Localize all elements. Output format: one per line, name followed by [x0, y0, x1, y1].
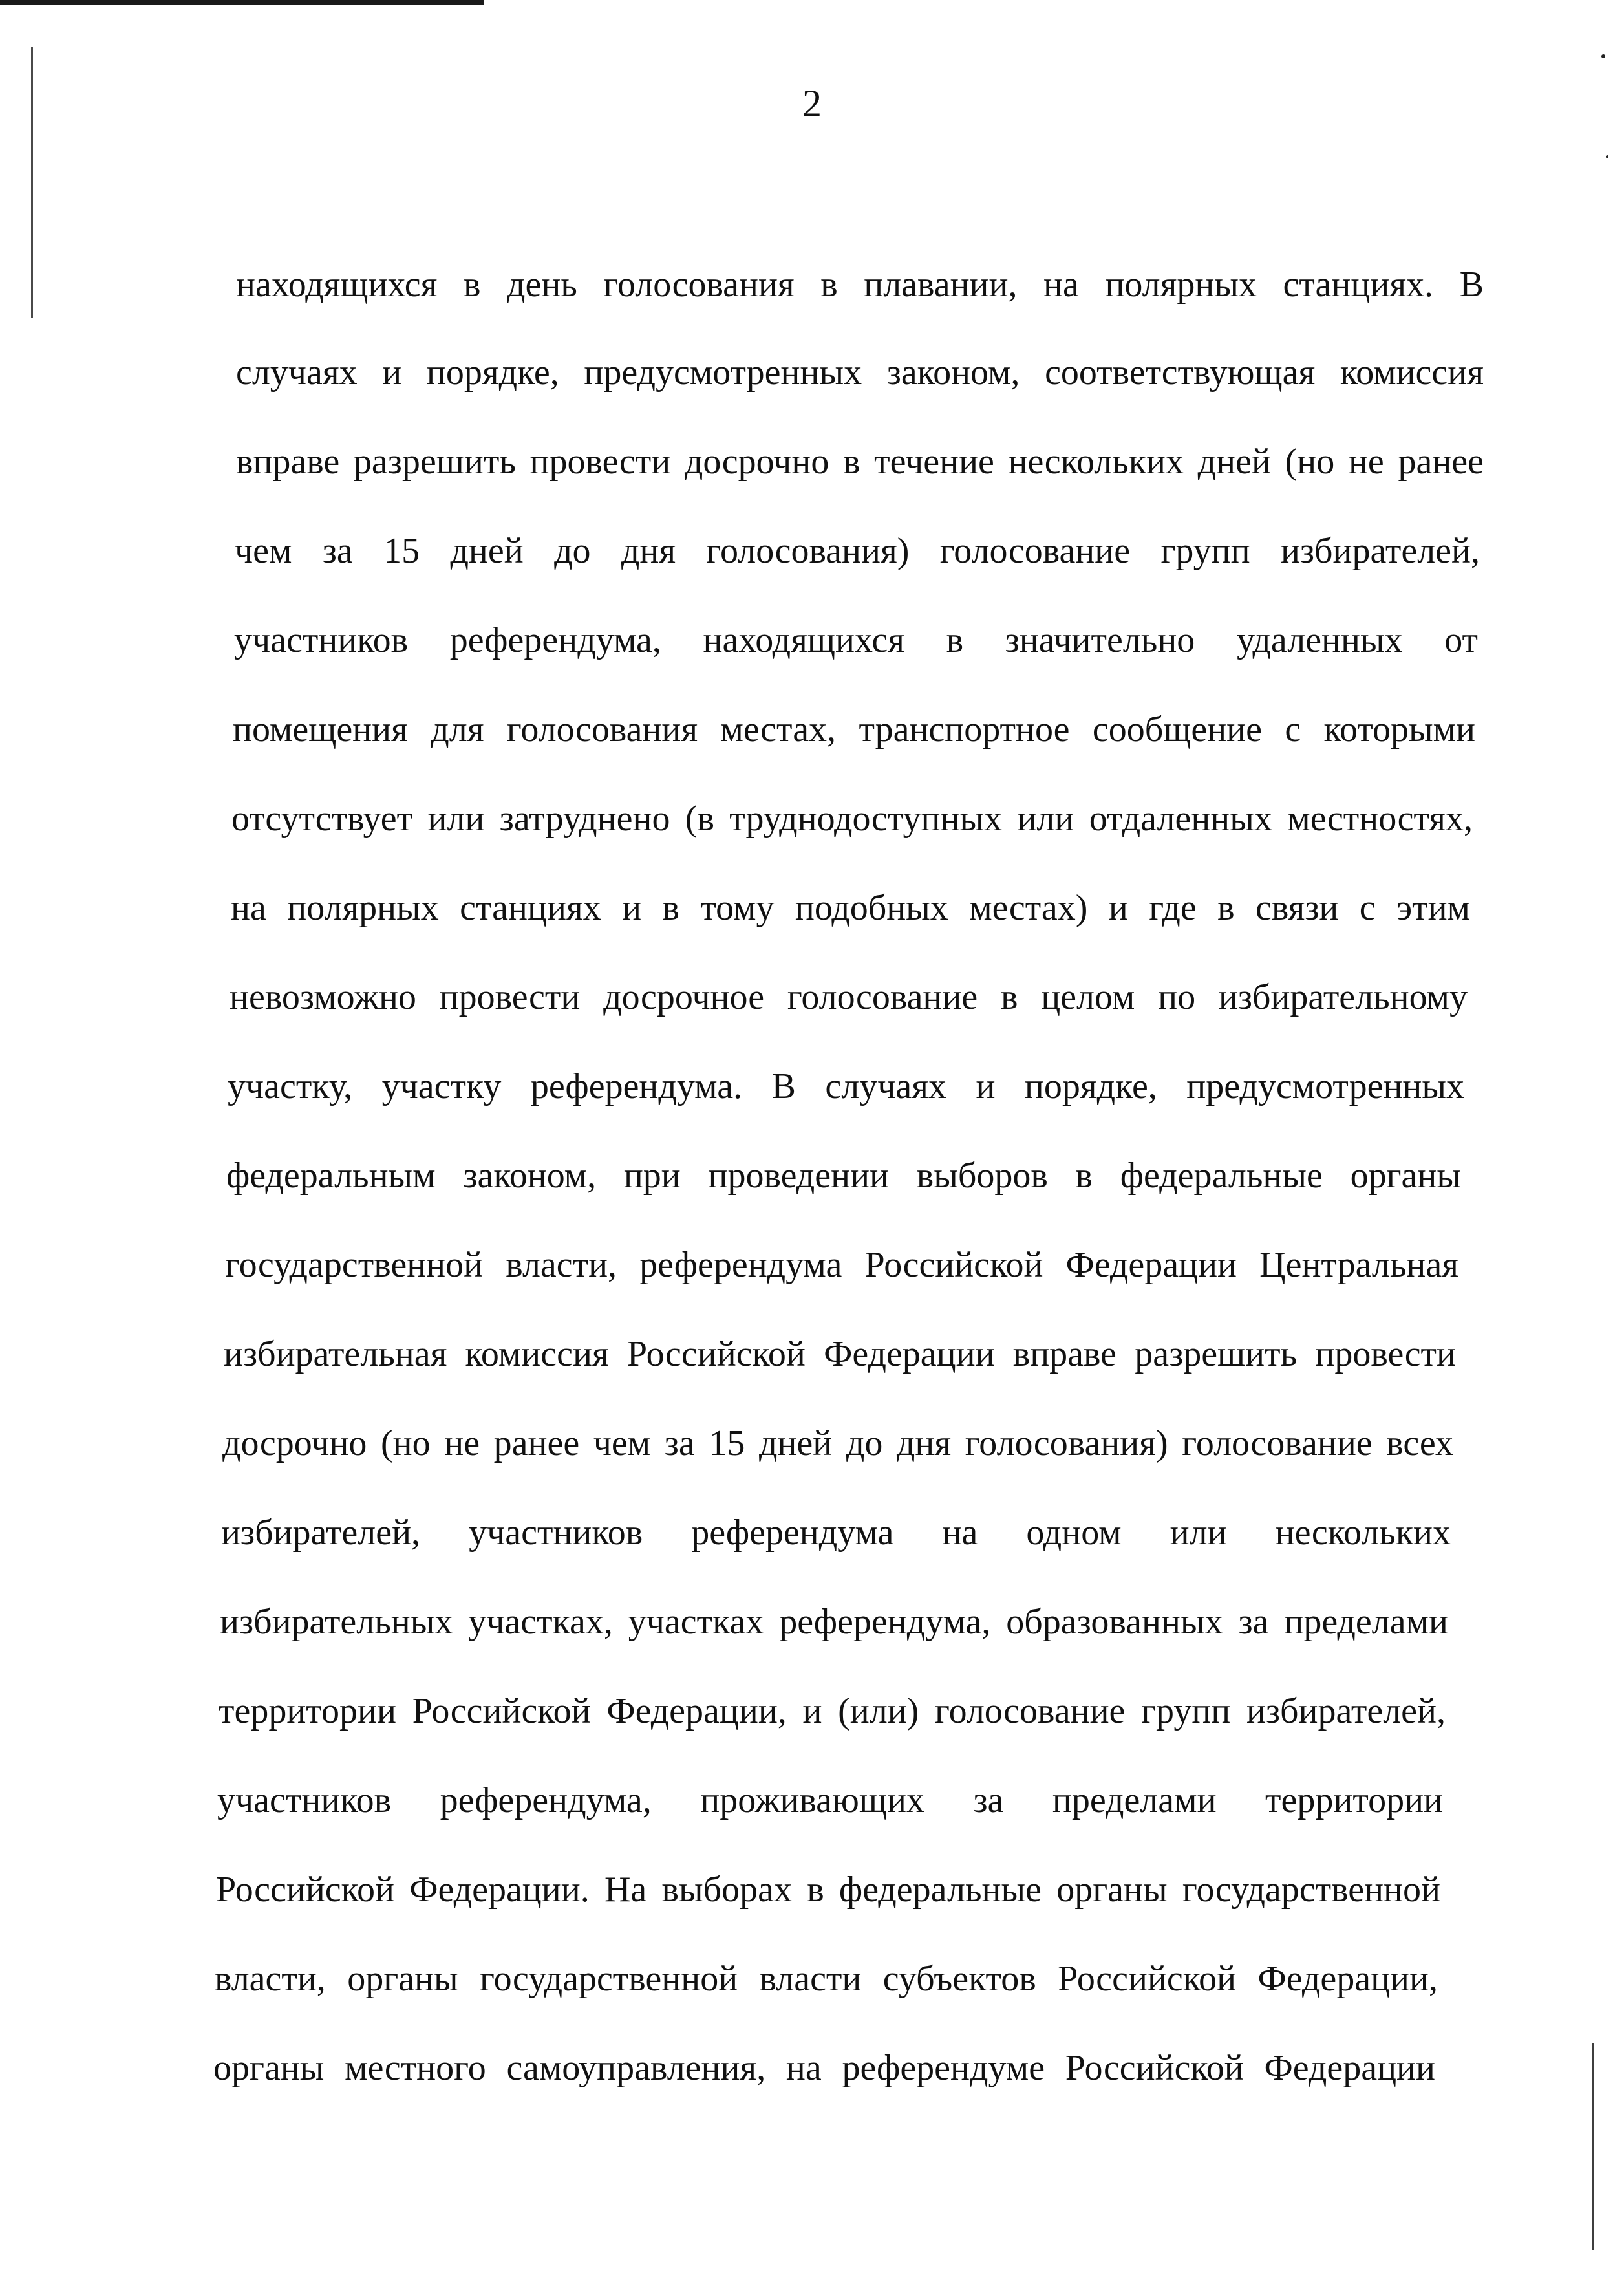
text-line: вправе разрешить провести досрочно в течение нескольких дней (но не ранее	[236, 442, 1484, 482]
text-line: территории Российской Федерации, и (или) голосование групп избирателей,	[219, 1691, 1446, 1731]
text-line: избирательных участках, участках референдума, образованных за пределами	[220, 1602, 1448, 1642]
text-line: отсутствует или затруднено (в труднодоступных или отдаленных местностях,	[231, 799, 1473, 839]
scan-top-rule	[0, 0, 484, 5]
scan-speck	[1606, 155, 1608, 158]
text-line: случаях и порядке, предусмотренных законом, соответствующая комиссия	[236, 352, 1484, 393]
text-line: государственной власти, референдума Российской Федерации Центральная	[225, 1245, 1458, 1285]
page-number: 2	[802, 82, 822, 125]
text-line: избирателей, участников референдума на одном или нескольких	[221, 1513, 1451, 1553]
text-line: находящихся в день голосования в плавании, на полярных станциях. В	[236, 264, 1484, 305]
text-line: органы местного самоуправления, на референдуме Российской Федерации	[213, 2048, 1435, 2088]
text-line: на полярных станциях и в тому подобных местах) и где в связи с этим	[231, 888, 1470, 928]
text-line: невозможно провести досрочное голосование в целом по избирательному	[230, 977, 1468, 1017]
text-line: участников референдума, проживающих за пределами территории	[217, 1780, 1443, 1820]
text-line: избирательная комиссия Российской Федерации вправе разрешить провести	[224, 1334, 1456, 1374]
text-line: помещения для голосования местах, транспортное сообщение с которыми	[233, 709, 1475, 749]
text-line: Российской Федерации. На выборах в федеральные органы государственной	[216, 1870, 1440, 1910]
text-line: участников референдума, находящихся в значительно удаленных от	[234, 620, 1478, 660]
text-line: участку, участку референдума. В случаях и порядке, предусмотренных	[228, 1066, 1464, 1106]
scan-right-edge-mark	[1592, 2043, 1594, 2250]
text-line: досрочно (но не ранее чем за 15 дней до дня голосования) голосование всех	[222, 1423, 1453, 1463]
text-line: чем за 15 дней до дня голосования) голосование групп избирателей,	[235, 531, 1480, 571]
text-line: власти, органы государственной власти субъектов Российской Федерации,	[215, 1959, 1438, 1999]
text-line: федеральным законом, при проведении выборов в федеральные органы	[226, 1156, 1461, 1196]
scan-speck	[1601, 54, 1605, 58]
